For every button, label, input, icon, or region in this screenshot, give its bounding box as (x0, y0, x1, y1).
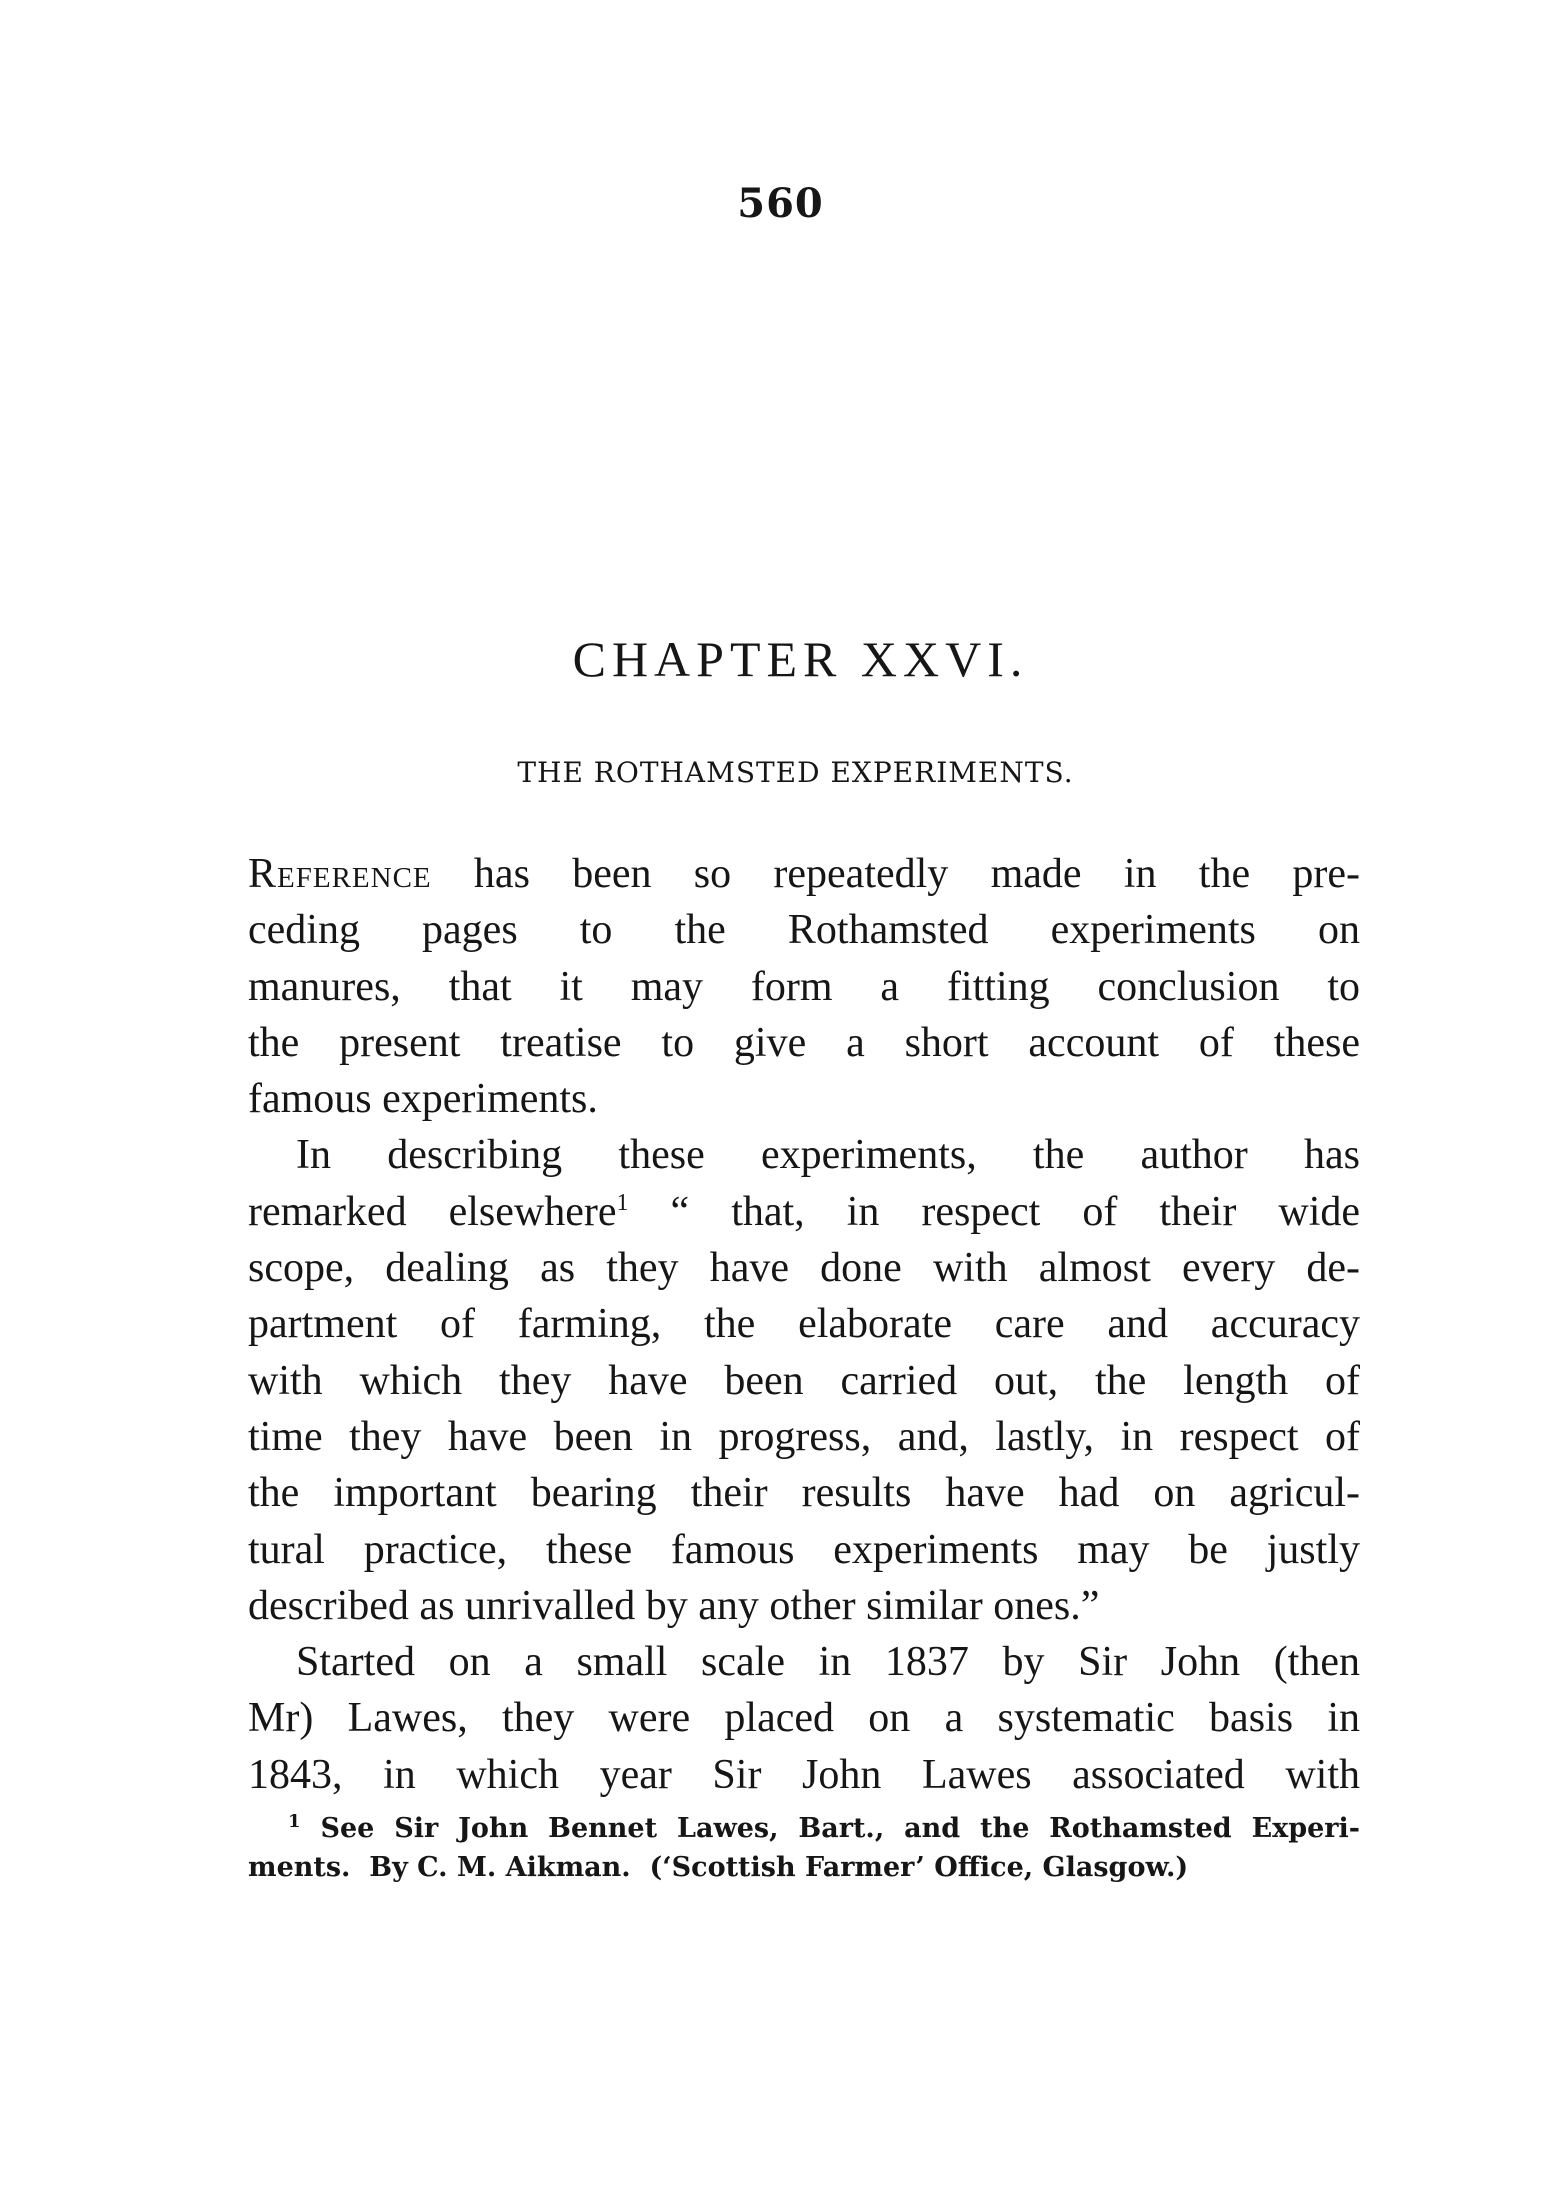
text-line: with which they have been carried out, the length of (248, 1357, 1360, 1404)
text-line: famous experiments. (248, 1076, 598, 1123)
text-span: remarked elsewhere (248, 1188, 617, 1235)
page-number: 560 (737, 180, 824, 227)
text-line: partment of farming, the elaborate care and accuracy (248, 1301, 1360, 1348)
chapter-title: CHAPTER XXVI. (572, 631, 1029, 687)
text-line: 1843, in which year Sir John Lawes associated with (248, 1751, 1360, 1798)
text-line: Mr) Lawes, they were placed on a systematic basis in (248, 1695, 1360, 1742)
paragraph-lead-word: Reference (248, 851, 432, 897)
text-line: the present treatise to give a short account of these (248, 1019, 1360, 1066)
body-text (248, 846, 1360, 1803)
chapter-subtitle: THE ROTHAMSTED EXPERIMENTS. (517, 756, 1074, 789)
text-line: manures, that it may form a fitting conclusion to (248, 963, 1360, 1010)
footnote (248, 1809, 1360, 1887)
text-line: tural practice, these famous experiments may be justly (248, 1526, 1360, 1573)
footnote-reference: 1 (616, 1189, 629, 1216)
text-span: “ that, in respect of their wide (628, 1188, 1360, 1235)
text-line (248, 1184, 1360, 1240)
paragraph-1 (248, 846, 1360, 1127)
footnote-line: ments. By C. M. Aikman. (‘Scottish Farmer’ Office, Glasgow.) (248, 1852, 1189, 1883)
text-line: time they have been in progress, and, lastly, in respect of (248, 1413, 1360, 1460)
text-line: Started on a small scale in 1837 by Sir John (then (296, 1639, 1360, 1686)
text-line (248, 846, 1360, 902)
text-span: has been so repeatedly made in the pre- (431, 851, 1360, 897)
text-line: scope, dealing as they have done with almost every de- (248, 1245, 1360, 1292)
paragraph-2 (248, 1127, 1360, 1634)
footnote-line (248, 1809, 1360, 1848)
footnote-marker: 1 (288, 1811, 301, 1832)
text-line: the important bearing their results have had on agricul- (248, 1470, 1360, 1517)
text-span: See Sir John Bennet Lawes, Bart., and the Rothamsted Experi- (300, 1813, 1360, 1844)
paragraph-3 (248, 1634, 1360, 1803)
text-line: ceding pages to the Rothamsted experiments on (248, 907, 1360, 954)
text-line: described as unrivalled by any other similar ones.” (248, 1582, 1100, 1629)
text-line: In describing these experiments, the author has (296, 1132, 1360, 1179)
